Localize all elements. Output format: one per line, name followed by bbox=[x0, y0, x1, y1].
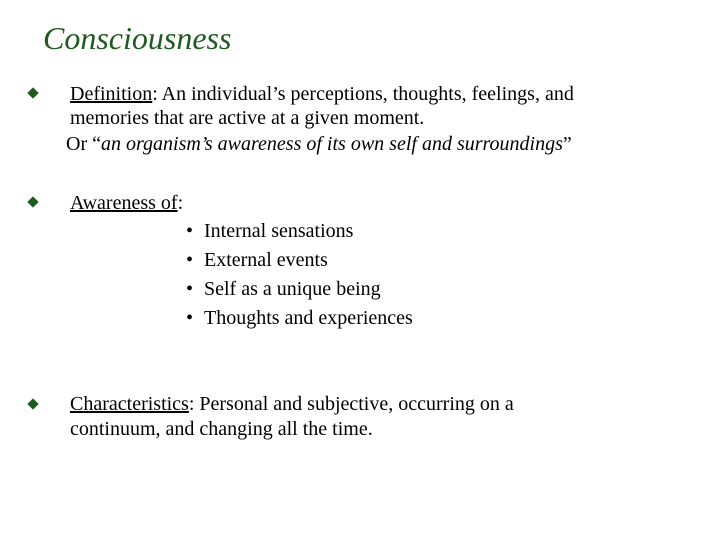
definition-text-1: : An individual’s perceptions, thoughts, feelings, and bbox=[152, 83, 574, 105]
characteristics-line-1 bbox=[70, 394, 514, 414]
definition-line-2: memories that are active at a given moment. bbox=[70, 107, 425, 129]
characteristics-term: Characteristics bbox=[70, 393, 189, 415]
definition-quote-close: ” bbox=[562, 133, 572, 155]
characteristics-text-1: : Personal and subjective, occurring on a bbox=[188, 393, 514, 415]
bullet-diamond-icon bbox=[27, 196, 38, 207]
sub-bullet-icon: • bbox=[186, 249, 194, 271]
definition-quote-open: Or “ bbox=[66, 133, 101, 155]
awareness-term: Awareness of bbox=[70, 192, 178, 214]
definition-quote-text: an organism’s awareness of its own self and surroundings bbox=[100, 133, 563, 155]
bullet-diamond-icon bbox=[27, 398, 38, 409]
sub-bullet-icon: • bbox=[186, 220, 194, 242]
sub-bullet-icon: • bbox=[186, 307, 194, 329]
awareness-heading bbox=[70, 193, 183, 213]
definition-line-3 bbox=[66, 134, 572, 154]
awareness-item: Self as a unique being bbox=[204, 278, 381, 300]
slide-title: Consciousness bbox=[43, 20, 232, 56]
awareness-item: External events bbox=[204, 249, 328, 271]
bullet-diamond-icon bbox=[27, 87, 38, 98]
sub-bullet-icon: • bbox=[186, 278, 194, 300]
awareness-item: Thoughts and experiences bbox=[204, 307, 413, 329]
awareness-colon: : bbox=[177, 192, 184, 214]
awareness-item: Internal sensations bbox=[204, 220, 354, 242]
definition-term: Definition bbox=[70, 83, 153, 105]
characteristics-line-2: continuum, and changing all the time. bbox=[70, 418, 373, 440]
definition-line-1 bbox=[70, 84, 574, 104]
